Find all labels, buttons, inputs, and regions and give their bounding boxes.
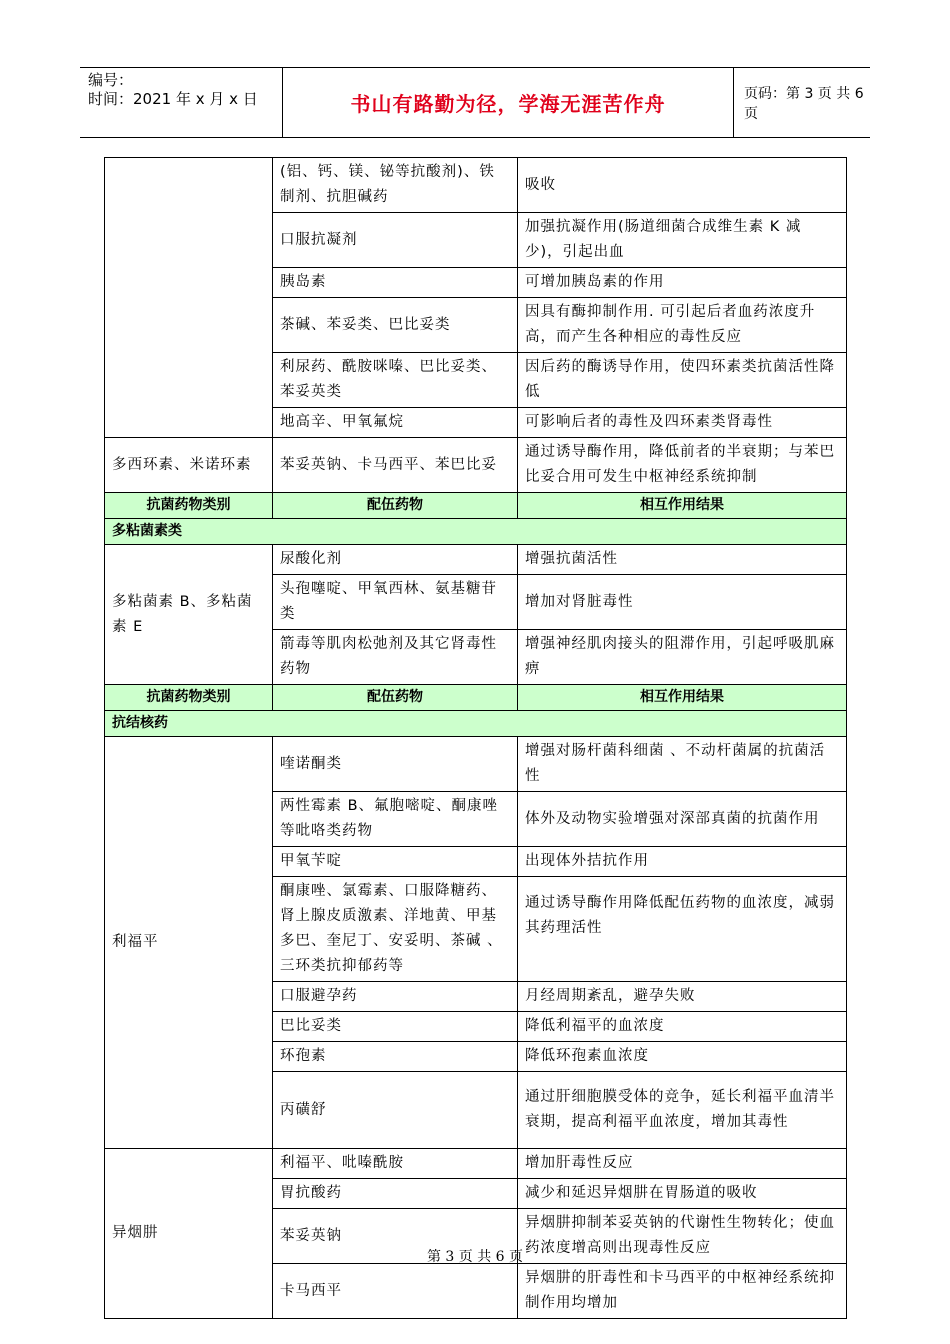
drug-cell: 卡马西平 xyxy=(273,1264,518,1319)
table-header-row xyxy=(105,493,847,519)
result-cell: 增加对肾脏毒性 xyxy=(518,575,847,630)
result-cell: 通过诱导酶作用降低配伍药物的血浓度，减弱其药理活性 xyxy=(518,877,847,982)
date-label: 时间：2021 年 x 月 x 日 xyxy=(88,90,258,108)
result-cell: 异烟肼抑制苯妥英钠的代谢性生物转化；使血药浓度增高则出现毒性反应 xyxy=(518,1209,847,1264)
header-result: 相互作用结果 xyxy=(518,493,847,519)
header-page-info: 页码：第 3 页 共 6 页 xyxy=(744,85,864,122)
category-cell: 多粘菌素 B、多粘菌素 E xyxy=(105,545,273,685)
drug-cell: 环孢素 xyxy=(273,1042,518,1072)
result-cell: 降低环孢素血浓度 xyxy=(518,1042,847,1072)
drug-cell: 苯妥英钠、卡马西平、苯巴比妥 xyxy=(273,438,518,493)
drug-cell: 口服抗凝剂 xyxy=(273,213,518,268)
header-category: 抗菌药物类别 xyxy=(105,493,273,519)
drug-interaction-table xyxy=(104,157,847,1319)
header-drug: 配伍药物 xyxy=(273,685,518,711)
group-row xyxy=(105,519,847,545)
header-drug: 配伍药物 xyxy=(273,493,518,519)
result-cell: 降低利福平的血浓度 xyxy=(518,1012,847,1042)
drug-cell: 茶碱、苯妥类、巴比妥类 xyxy=(273,298,518,353)
drug-cell: 箭毒等肌肉松弛剂及其它肾毒性药物 xyxy=(273,630,518,685)
result-cell: 月经周期紊乱，避孕失败 xyxy=(518,982,847,1012)
result-cell: 体外及动物实验增强对深部真菌的抗菌作用 xyxy=(518,792,847,847)
table-row xyxy=(105,545,847,575)
table-row xyxy=(105,1149,847,1179)
category-cell: 利福平 xyxy=(105,737,273,1149)
category-cell xyxy=(105,158,273,438)
result-cell: 出现体外拮抗作用 xyxy=(518,847,847,877)
result-cell: 加强抗凝作用(肠道细菌合成维生素 K 减少)，引起出血 xyxy=(518,213,847,268)
drug-cell: 苯妥英钠 xyxy=(273,1209,518,1264)
group-title: 多粘菌素类 xyxy=(105,519,847,545)
result-cell: 可增加胰岛素的作用 xyxy=(518,268,847,298)
result-cell: 增强神经肌肉接头的阻滞作用，引起呼吸肌麻痹 xyxy=(518,630,847,685)
group-title: 抗结核药 xyxy=(105,711,847,737)
group-row xyxy=(105,711,847,737)
table-header-row xyxy=(105,685,847,711)
drug-cell: 两性霉素 B、氟胞嘧啶、酮康唑等吡咯类药物 xyxy=(273,792,518,847)
drug-cell: (铝、钙、镁、铋等抗酸剂)、铁制剂、抗胆碱药 xyxy=(273,158,518,213)
drug-cell: 喹诺酮类 xyxy=(273,737,518,792)
drug-cell: 利福平、吡嗪酰胺 xyxy=(273,1149,518,1179)
result-cell: 吸收 xyxy=(518,158,847,213)
drug-cell: 头孢噻啶、甲氧西林、氨基糖苷类 xyxy=(273,575,518,630)
result-cell: 异烟肼的肝毒性和卡马西平的中枢神经系统抑制作用均增加 xyxy=(518,1264,847,1319)
category-cell: 异烟肼 xyxy=(105,1149,273,1319)
page-header xyxy=(80,67,870,138)
result-cell: 因具有酶抑制作用. 可引起后者血药浓度升高，而产生各种相应的毒性反应 xyxy=(518,298,847,353)
result-cell: 通过肝细胞膜受体的竞争，延长利福平血清半衰期，提高利福平血浓度，增加其毒性 xyxy=(518,1072,847,1149)
drug-cell: 胃抗酸药 xyxy=(273,1179,518,1209)
table-row xyxy=(105,438,847,493)
serial-label: 编号： xyxy=(88,71,134,89)
result-cell: 增强抗菌活性 xyxy=(518,545,847,575)
header-motto: 书山有路勤为径，学海无涯苦作舟 xyxy=(350,92,666,116)
drug-cell: 巴比妥类 xyxy=(273,1012,518,1042)
table-row xyxy=(105,158,847,213)
table-row xyxy=(105,737,847,792)
result-cell: 通过诱导酶作用，降低前者的半衰期；与苯巴比妥合用可发生中枢神经系统抑制 xyxy=(518,438,847,493)
category-cell: 多西环素、米诺环素 xyxy=(105,438,273,493)
result-cell: 因后药的酶诱导作用，使四环素类抗菌活性降低 xyxy=(518,353,847,408)
drug-cell: 酮康唑、氯霉素、口服降糖药、肾上腺皮质激素、洋地黄、甲基多巴、奎尼丁、安妥明、茶碱 、三环类抗抑郁药等 xyxy=(273,877,518,982)
drug-cell: 丙磺舒 xyxy=(273,1072,518,1149)
drug-cell: 尿酸化剂 xyxy=(273,545,518,575)
header-category: 抗菌药物类别 xyxy=(105,685,273,711)
drug-cell: 口服避孕药 xyxy=(273,982,518,1012)
drug-cell: 利尿药、酰胺咪嗪、巴比妥类、苯妥英类 xyxy=(273,353,518,408)
result-cell: 可影响后者的毒性及四环素类肾毒性 xyxy=(518,408,847,438)
header-result: 相互作用结果 xyxy=(518,685,847,711)
drug-cell: 地高辛、甲氧氟烷 xyxy=(273,408,518,438)
page-footer: 第 3 页 共 6 页 xyxy=(426,1249,524,1265)
result-cell: 减少和延迟异烟肼在胃肠道的吸收 xyxy=(518,1179,847,1209)
drug-cell: 甲氧苄啶 xyxy=(273,847,518,877)
drug-cell: 胰岛素 xyxy=(273,268,518,298)
result-cell: 增加肝毒性反应 xyxy=(518,1149,847,1179)
result-cell: 增强对肠杆菌科细菌 、不动杆菌属的抗菌活性 xyxy=(518,737,847,792)
header-meta xyxy=(80,68,282,137)
